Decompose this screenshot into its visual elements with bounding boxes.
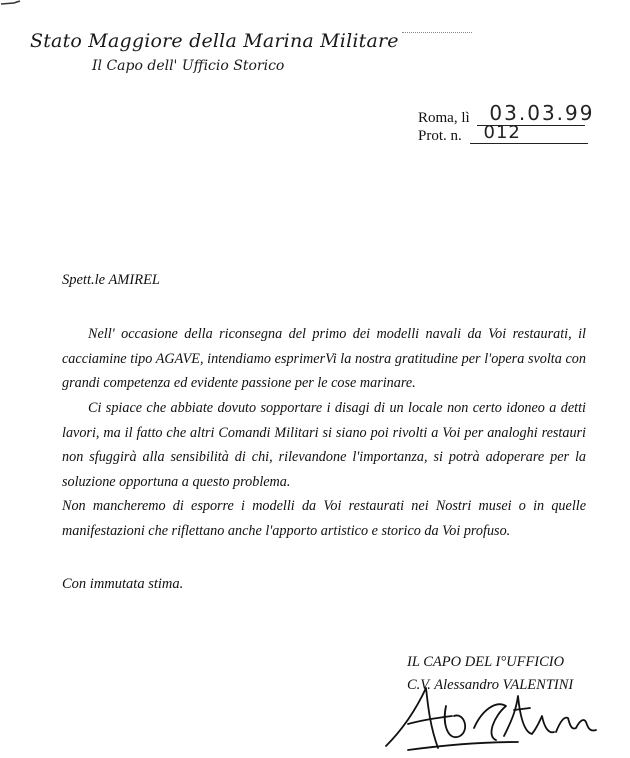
prot-label: Prot. n. xyxy=(418,128,462,144)
handwritten-signature xyxy=(378,676,608,756)
recipient: Spett.le AMIREL xyxy=(62,272,160,288)
signatory-title: IL CAPO DEL I°UFFICIO xyxy=(407,654,565,670)
signatory-name: C.V. Alessandro VALENTINI xyxy=(407,677,574,693)
prot-value: 012 xyxy=(483,122,521,143)
header-rule xyxy=(402,32,472,33)
letterhead-title: Stato Maggiore della Marina Militare xyxy=(30,30,399,52)
body-paragraph-2: Ci spiace che abbiate dovuto sopportare i disagi di un locale non certo idoneo a detti lavori, ma il fatto che altri Comandi Militari si siano poi rivolti a Voi per analoghi restauri non sfuggirà alla sensibilità di chi, rilevandone l'importanza, si potrà adoperare per la soluzione opportuna a questo problema. xyxy=(62,400,586,490)
prot-field xyxy=(470,122,588,144)
place-label: Roma, lì xyxy=(418,110,470,126)
date-value: 03.03.99 xyxy=(489,101,595,125)
protocol-line xyxy=(418,124,588,146)
closing: Con immutata stima. xyxy=(62,576,184,592)
body-paragraph-1: Nell' occasione della riconsegna del primo dei modelli navali da Voi restaurati, il cacciamine tipo AGAVE, intendiamo esprimerVi la nostra gratitudine per l'opera svolta con grandi competenza ed evidente passione per le cose marinare. xyxy=(62,326,586,391)
corner-mark xyxy=(0,0,22,10)
letterhead-subtitle: Il Capo dell' Ufficio Storico xyxy=(92,58,285,74)
body-paragraph-3: Non mancheremo di esporre i modelli da Voi restaurati nei Nostri musei o in quelle manifestazioni che riflettano anche l'apporto artistico e storico da Voi profuso. xyxy=(62,498,586,539)
